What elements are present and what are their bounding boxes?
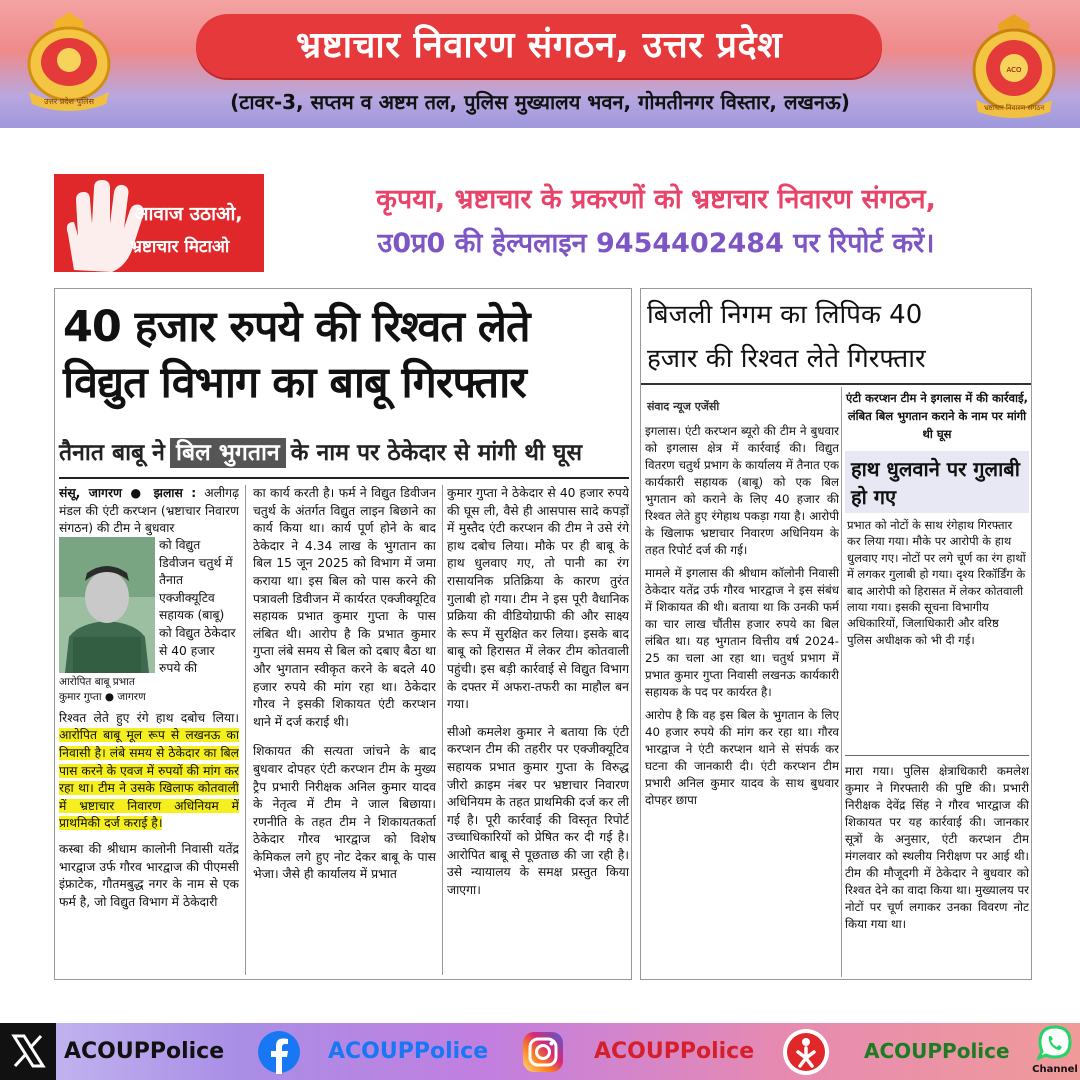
clip1-col1-after: रिश्वत लेते हुए रंगे हाथ दबोच लिया। bbox=[59, 710, 239, 725]
page-title: भ्रष्टाचार निवारण संगठन, उत्तर प्रदेश bbox=[295, 25, 783, 66]
column-divider bbox=[841, 387, 842, 977]
column-divider bbox=[442, 485, 443, 975]
clip2-col1-p2: मामले में इगलास की श्रीधाम कॉलोनी निवासी ठेकेदार यतेंद्र उर्फ गौरव भारद्वाज ने इस संबंध में शिकायत की थी। बताया था कि उनकी फर्म का चार लाख चौंतीस हजार रुपये का बिल लंबित था। यह भुगतान वित्तीय वर्ष 2024-25 का चला आ रहा था। चतुर्थ प्रभाग में प्रभात कुमार गुप्ता निवासी लखनऊ कार्यकारी सहायक के पद पर कार्यरत है। bbox=[645, 566, 839, 699]
anti-corruption-emblem-icon bbox=[958, 8, 1070, 120]
appeal-line-1: कृपया, भ्रष्टाचार के प्रकरणों को भ्रष्टाचार निवारण संगठन, bbox=[376, 184, 936, 215]
clip1-headline-line-2: विद्युत विभाग का बाबू गिरफ्तार bbox=[63, 358, 526, 408]
clip1-sub-post: के नाम पर ठेकेदार से मांगी थी घूस bbox=[290, 440, 583, 466]
facebook-handle[interactable]: ACOUPPolice bbox=[328, 1039, 489, 1064]
instagram-handle[interactable]: ACOUPPolice bbox=[594, 1039, 755, 1064]
appeal-line-2: उ0प्र0 की हेल्पलाइन 9454402484 पर रिपोर्ट करें। bbox=[377, 228, 935, 259]
instagram-icon[interactable] bbox=[521, 1030, 565, 1074]
svg-text:ACO: ACO bbox=[1006, 66, 1022, 74]
clip2-box-headline: एंटी करप्शन टीम ने इगलास में की कार्रवाई, लंबित बिल भुगतान कराने के नाम पर मांगी थी घूस bbox=[846, 391, 1028, 441]
header-address: (टावर-3, सप्तम व अष्टम तल, पुलिस मुख्यालय भवन, गोमतीनगर विस्तार, लखनऊ) bbox=[230, 90, 850, 114]
clip2-column-2: मारा गया। पुलिस क्षेत्राधिकारी कमलेश कुमार ने गिरफ्तारी की पुष्टि की। प्रभारी निरीक्षक देवेंद्र सिंह ने गौरव भारद्वाज की शिकायत पर यह कार्रवाई की। जानकार सूत्रों के अनुसार, एंटी करप्शन टीम मंगलवार को स्थलीय निरीक्षण पर आई थी। टीम की मौजूदगी में ठेकेदार ने बुधवार को रिश्वत देने का वादा किया था। मुख्यालय पर नोटों पर चूर्ण लगाकर उनका विवरण नोट किया गया था। bbox=[845, 764, 1029, 931]
clip2-agency: संवाद न्यूज एजेंसी bbox=[647, 400, 720, 413]
clip1-dateline: संसू, जागरण ● झलास : bbox=[59, 486, 197, 500]
emblem-right-text: भ्रष्टाचार निवारण संगठन bbox=[983, 104, 1045, 112]
clip2-col1-p3: आरोप है कि वह इस बिल के भुगतान के लिए 40 हजार रुपये की मांग कर रहा था। गौरव भारद्वाज ने एंटी करप्शन थाने से संपर्क कर घटना की जानकारी दी। एंटी करप्शन टीम प्रभारी अनिल कुमार यादव के साथ बुधवार दोपहर छापा bbox=[645, 708, 839, 807]
clip1-col3-p1: कुमार गुप्ता ने ठेकेदार से 40 हजार रुपये की घूस ली, वैसे ही आसपास सादे कपड़ों में मुस्तैद एंटी करप्शन की टीम ने उसे रंगे हाथ दबोच लिया। मौके पर ही बाबू के हाथ धुलवाए गए, तो पानी का रंग रासायनिक प्रतिक्रिया के कारण तुरंत गुलाबी हो गया। टीम ने इस पूरी वैधानिक प्रक्रिया की वीडियोग्राफी की और साक्ष्य के रूप में सुरक्षित कर लिया। इसके बाद बाबू को हिरासत में लेकर टीम कोतवाली पहुंची। इस बड़ी कार्रवाई से विद्युत विभाग के दफ्तर में अफरा-तफरी का माहौल बन गया। bbox=[447, 486, 629, 712]
clip1-highlighted-text: आरोपित बाबू मूल रूप से लखनऊ का निवासी है। लंबे समय से ठेकेदार का बिल पास करने के एवज में रुपयों की मांग कर रहा था। टीम ने उसके खिलाफ कोतवाली में भ्रष्टाचार निवारण अधिनियम में प्राथमिकी दर्ज कराई है। bbox=[59, 728, 239, 831]
clip2-headline-line-2: हजार की रिश्वत लेते गिरफ्तार bbox=[647, 344, 926, 374]
clip2-box-rule bbox=[845, 755, 1029, 756]
clip1-subheadline bbox=[59, 435, 629, 479]
emblem-left-text: उत्तर प्रदेश पुलिस bbox=[44, 97, 94, 106]
column-divider bbox=[245, 485, 246, 975]
slogan-badge bbox=[54, 174, 264, 272]
clip2-col1-p1: इगलास। एंटी करप्शन ब्यूरो की टीम ने बुधवार को इगलास क्षेत्र में कार्रवाई की। विद्युत वितरण चतुर्थ प्रभाग के कार्यालय में तैनात एक कार्यकारी सहायक (बाबू) को एक बिल भुगतान को कराने के लिए 40 हजार की रिश्वत लेते हुए रंगेहाथ पकड़ा गया है। आरोपी के खिलाफ भ्रष्टाचार निवारण अधिनियम के तहत रिपोर्ट दर्ज की गई। bbox=[645, 424, 839, 557]
clip1-sub-pre: तैनात बाबू ने bbox=[59, 440, 165, 466]
clip2-headline-line-1: बिजली निगम का लिपिक 40 bbox=[647, 300, 923, 330]
clip1-column-2 bbox=[253, 485, 436, 975]
koo-icon[interactable] bbox=[782, 1028, 830, 1076]
news-clipping-amar-ujala bbox=[640, 288, 1032, 980]
clip1-sub-highlight: बिल भुगतान bbox=[170, 438, 286, 468]
clip1-rule bbox=[59, 477, 629, 479]
clip1-narrow-text: को विद्युत डिवीजन चतुर्थ में तैनात एक्जीक्यूटिव सहायक (बाबू) को विद्युत ठेकेदार से 40 हजार रुपये की bbox=[159, 538, 236, 676]
up-police-emblem-icon bbox=[14, 4, 124, 116]
news-clipping-jagran bbox=[54, 288, 632, 980]
clip1-col2-p2: शिकायत की सत्यता जांचने के बाद बुधवार दोपहर एंटी करप्शन टीम के मुख्य ट्रैप प्रभारी निरीक्षक अनिल कुमार यादव के नेतृत्व में टीम ने जाल बिछाया। रणनीति के तहत टीम ने शिकायतकर्ता ठेकेदार गौरव भारद्वाज को विशेष केमिकल लगे हुए नोट देकर बाबू के पास भेजा। जैसे ही कार्यालय में प्रभात bbox=[253, 744, 436, 882]
clip2-headline bbox=[647, 293, 1027, 381]
clip1-col3-p2: सीओ कमलेश कुमार ने बताया कि एंटी करप्शन टीम की तहरीर पर एक्जीक्यूटिव सहायक प्रभात कुमार गुप्ता के विरुद्ध जीरो क्राइम नंबर पर भ्रष्टाचार निवारण अधिनियम के तहत प्राथमिकी दर्ज कर ली गई है। पूरी कार्रवाई की विस्तृत रिपोर्ट उच्चाधिकारियों को प्रेषित कर दी गई है। आरोपित बाबू से पूछताछ की जा रही है। उसे न्यायालय के समक्ष प्रस्तुत किया जाएगा। bbox=[447, 724, 629, 898]
facebook-icon[interactable] bbox=[257, 1030, 301, 1074]
clip1-col1-top: अलीगढ़ मंडल की एंटी करप्शन (भ्रष्टाचार निवारण संगठन) की टीम ने बुधवार bbox=[59, 486, 239, 536]
x-icon[interactable] bbox=[10, 1033, 46, 1069]
clip1-headline-line-1: 40 हजार रुपये की रिश्वत लेते bbox=[63, 302, 530, 352]
clip1-column-3 bbox=[447, 485, 629, 975]
whatsapp-channel-label[interactable]: Channel bbox=[1032, 1064, 1078, 1075]
clip2-rule bbox=[641, 383, 1032, 385]
clip2-column-1 bbox=[645, 423, 839, 975]
photo-caption: आरोपित बाबू प्रभात कुमार गुप्ता ● जागरण bbox=[59, 676, 146, 703]
whatsapp-icon[interactable] bbox=[1036, 1024, 1074, 1062]
clip2-box-title: हाथ धुलवाने पर गुलाबी हो गए bbox=[851, 457, 1020, 509]
koo-handle[interactable]: ACOUPPolice bbox=[864, 1039, 1010, 1063]
slogan-line-1: आवाज उठाओ, bbox=[134, 203, 243, 225]
clip2-box-body: प्रभात को नोटों के साथ रंगेहाथ गिरफ्तार कर लिया गया। मौके पर आरोपी के हाथ धुलवाए गए। नोटों पर लगे चूर्ण का रंग हाथों में लगकर गुलाबी हो गया। दृश्य रिकॉर्डिंग के बाद आरोपी को हिरासत में लेकर कोतवाली लाया गया। इसकी सूचना विभागीय अधिकारियों, जिलाधिकारी और वरिष्ठ पुलिस अधीक्षक को भी दी गई। bbox=[847, 518, 1026, 647]
helpline-appeal bbox=[276, 178, 1036, 266]
slogan-line-2: भ्रष्टाचार मिटाओ bbox=[130, 237, 230, 257]
clip1-col2-p1: का कार्य करती है। फर्म ने विद्युत डिवीजन चतुर्थ के अंतर्गत विद्युत लाइन बिछाने का कार्य किया था। कार्य पूर्ण होने के बाद ठेकेदार ने 4.34 लाख के भुगतान का बिल 15 जून 2025 को विभाग में जमा कराया था। इस बिल को पास करने की पत्रावली डिवीजन में कार्यरत एक्जीक्यूटिव सहायक प्रभात कुमार गुप्ता के पास लंबित थी। आरोप है कि प्रभात कुमार गुप्ता लंबे समय से बिल को दबाए बैठा था और भुगतान स्वीकृत करने के बदले 40 हजार रुपये की मांग रहा था। ठेकेदार गौरव ने इसकी शिकायत एंटी करप्शन थाने में दर्ज कराई थी। bbox=[253, 486, 436, 729]
accused-photo bbox=[59, 537, 155, 673]
clip1-headline bbox=[63, 299, 623, 411]
x-handle[interactable]: ACOUPPolice bbox=[64, 1039, 225, 1064]
clip1-col1-bottom: कस्बा की श्रीधाम कालोनी निवासी यतेंद्र भारद्वाज उर्फ गौरव भारद्वाज की पीएमसी इंफ्राटेक, गौतमबुद्ध नगर के नाम से एक फर्म है, जो विद्युत विभाग में ठेकेदारी bbox=[59, 841, 239, 909]
